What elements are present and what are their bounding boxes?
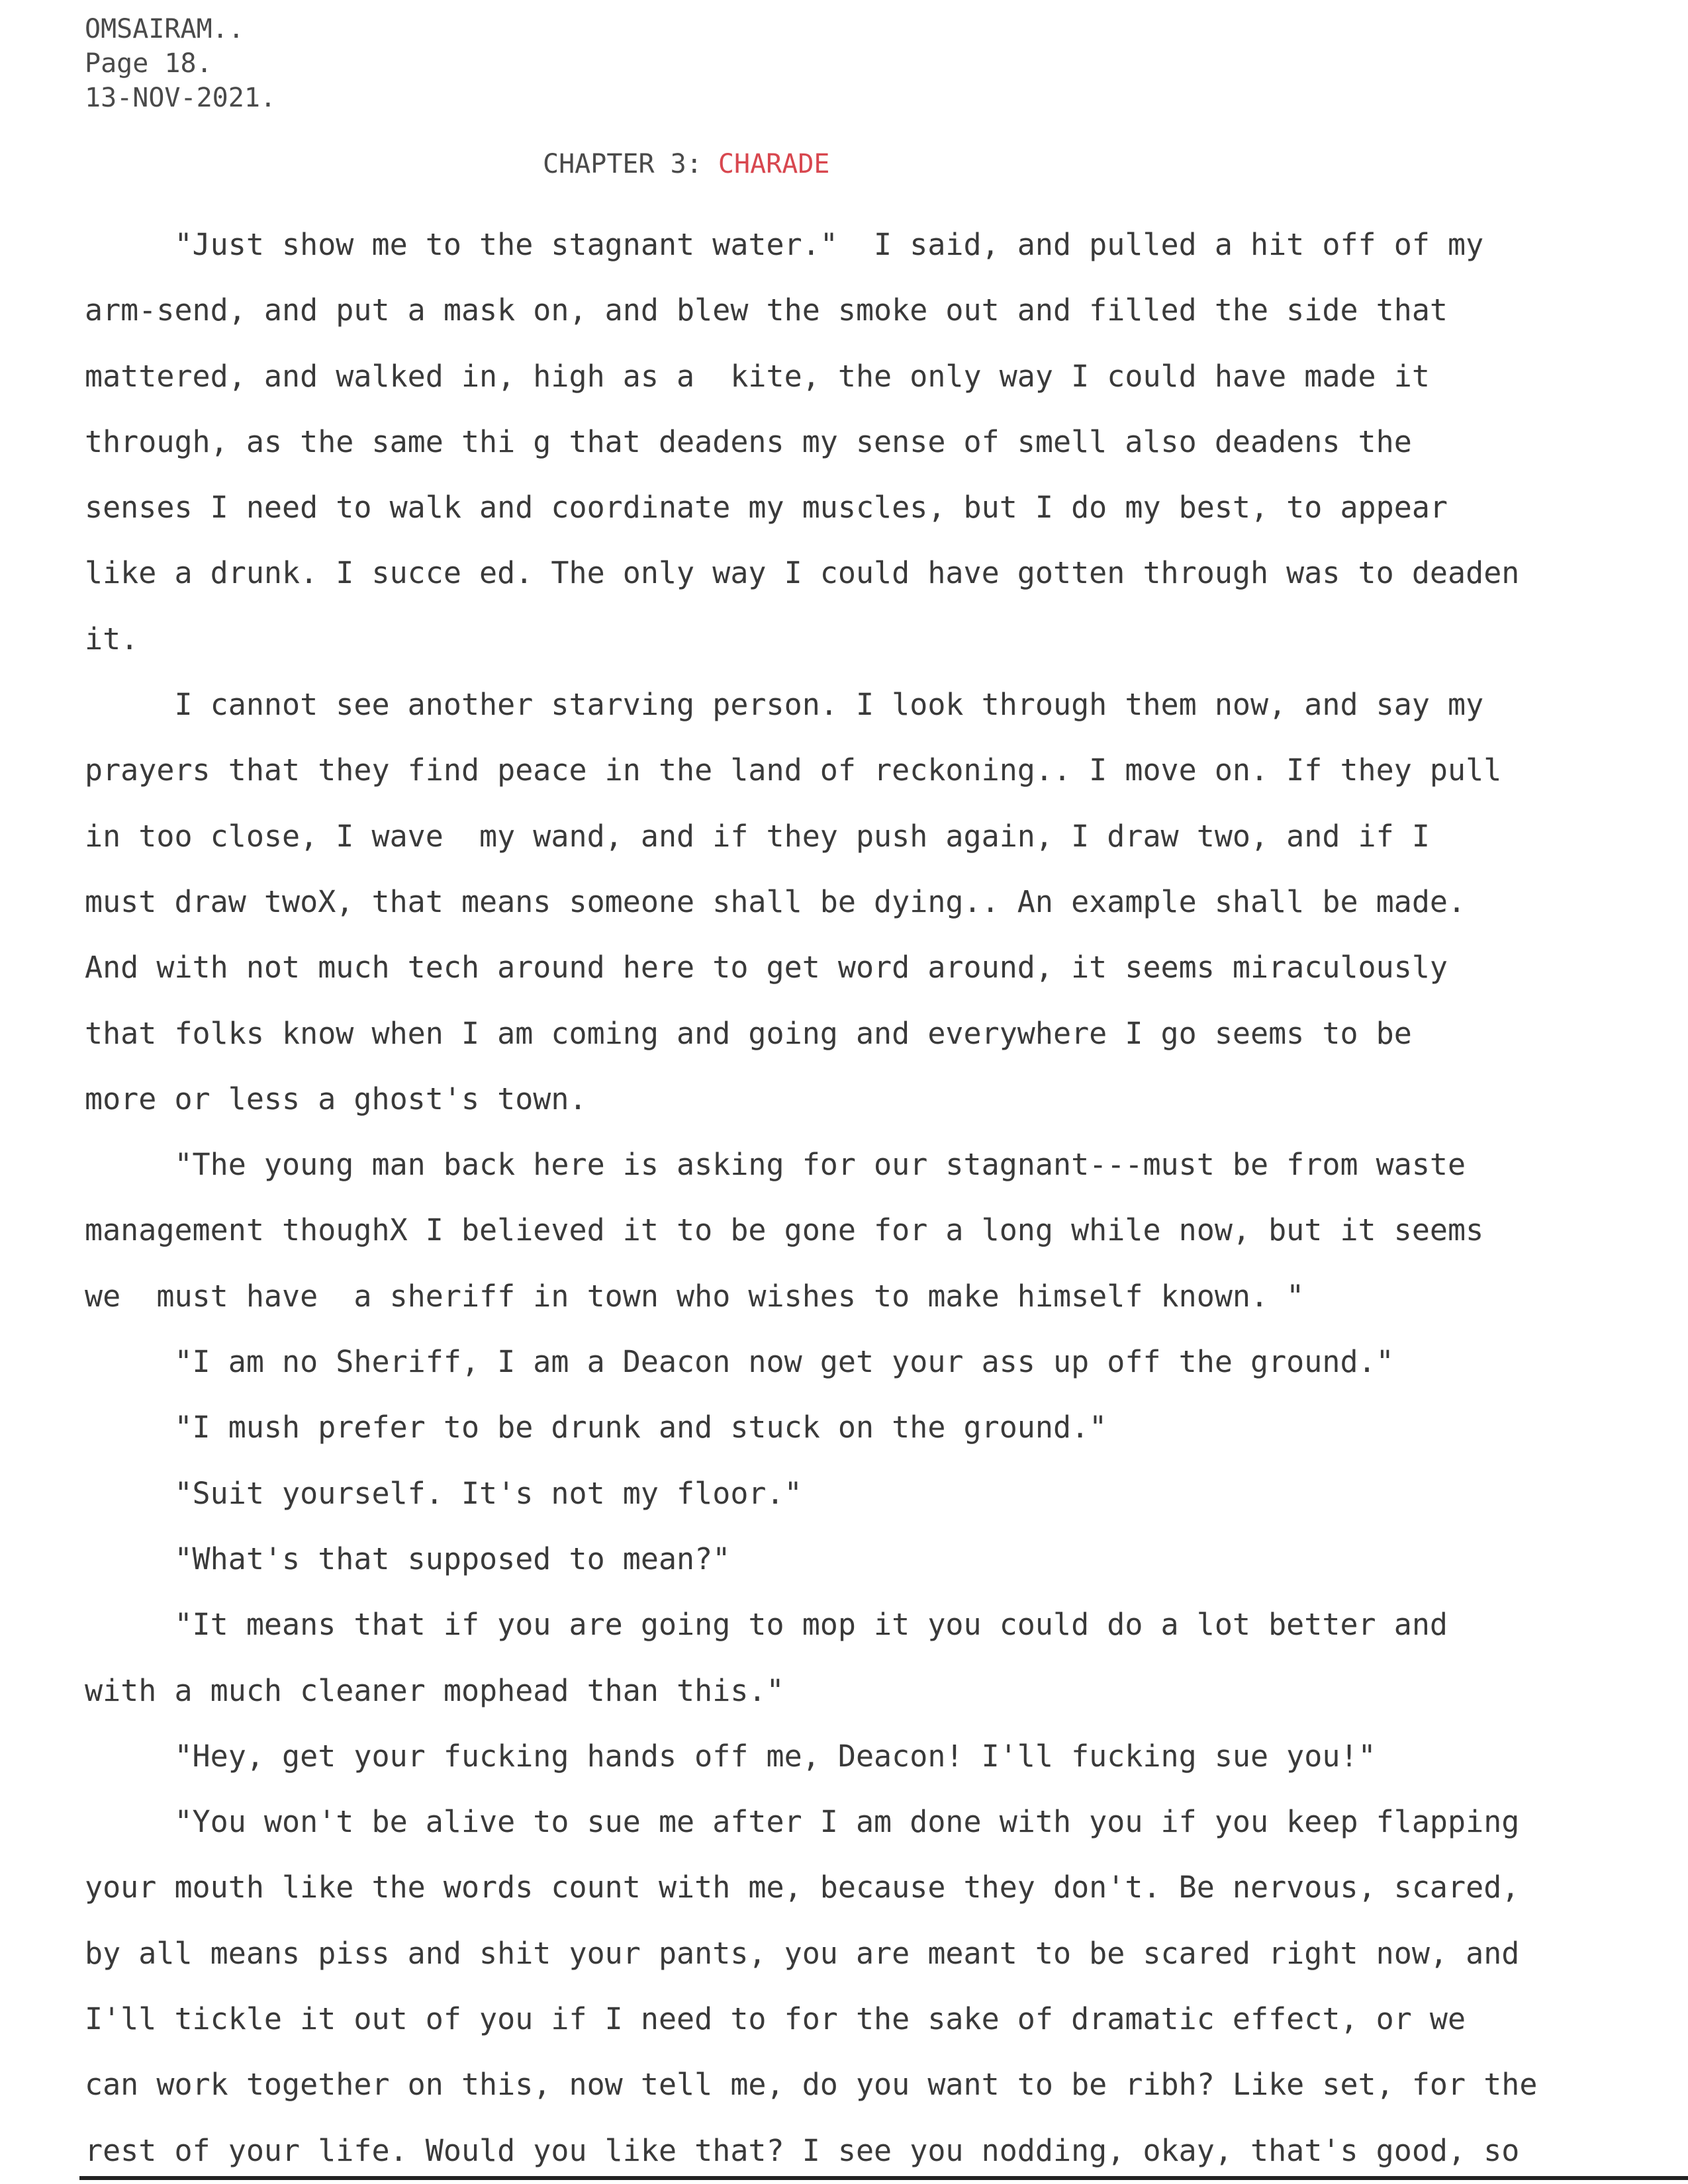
text-line: by all means piss and shit your pants, you are meant to be scared right now, and <box>85 1935 1520 1971</box>
text-line: it. <box>85 621 139 657</box>
text-line: arm-send, and put a mask on, and blew the smoke out and filled the side that <box>85 293 1448 328</box>
text-line: must draw twoX, that means someone shall be dying.. An example shall be made. <box>85 884 1466 919</box>
chapter-label: CHAPTER 3: <box>543 149 702 179</box>
chapter-heading <box>543 147 830 181</box>
text-line: "Just show me to the stagnant water." I said, and pulled a hit off of my <box>85 227 1484 262</box>
text-line: we must have a sheriff in town who wishes to make himself known. " <box>85 1278 1305 1314</box>
text-line: "You won't be alive to sue me after I am done with you if you keep flapping <box>85 1804 1520 1840</box>
page-header <box>85 12 276 115</box>
text-line: "Hey, get your fucking hands off me, Deacon! I'll fucking sue you!" <box>85 1738 1376 1774</box>
text-line: with a much cleaner mophead than this." <box>85 1672 784 1708</box>
text-line: "I am no Sheriff, I am a Deacon now get your ass up off the ground." <box>85 1344 1394 1380</box>
text-line: "The young man back here is asking for our stagnant---must be from waste <box>85 1147 1466 1183</box>
body-text <box>85 212 1680 2183</box>
text-line: your mouth like the words count with me, because they don't. Be nervous, scared, <box>85 1870 1520 1905</box>
chapter-title: CHARADE <box>718 149 830 179</box>
text-line: I'll tickle it out of you if I need to for the sake of dramatic effect, or we <box>85 2001 1466 2037</box>
text-line: "Suit yourself. It's not my floor." <box>85 1475 802 1511</box>
text-line: more or less a ghost's town. <box>85 1081 587 1116</box>
text-line: management thoughX I believed it to be gone for a long while now, but it seems <box>85 1212 1484 1248</box>
text-line: senses I need to walk and coordinate my muscles, but I do my best, to appear <box>85 490 1448 525</box>
text-line: rest of your life. Would you like that? I see you nodding, okay, that's good, so <box>85 2132 1520 2168</box>
text-line: in too close, I wave my wand, and if they push again, I draw two, and if I <box>85 818 1430 854</box>
date: 13-NOV-2021. <box>85 83 276 113</box>
page-number: Page 18. <box>85 48 212 79</box>
text-line: "What's that supposed to mean?" <box>85 1541 731 1576</box>
text-line: "It means that if you are going to mop it you could do a lot better and <box>85 1607 1448 1643</box>
header-line: OMSAIRAM.. <box>85 14 244 44</box>
text-line: "I mush prefer to be drunk and stuck on the ground." <box>85 1410 1107 1445</box>
text-line: that folks know when I am coming and going and everywhere I go seems to be <box>85 1015 1412 1051</box>
text-line: can work together on this, now tell me, do you want to be ribh? Like set, for the <box>85 2067 1538 2103</box>
text-line: I cannot see another starving person. I look through them now, and say my <box>85 687 1484 723</box>
text-line: mattered, and walked in, high as a kite, the only way I could have made it <box>85 358 1430 394</box>
text-line: like a drunk. I succe ed. The only way I could have gotten through was to deaden <box>85 555 1520 591</box>
text-line: through, as the same thi g that deadens my sense of smell also deadens the <box>85 424 1412 459</box>
bottom-edge-rule <box>79 2176 1688 2180</box>
text-line: prayers that they find peace in the land of reckoning.. I move on. If they pull <box>85 752 1502 788</box>
text-line: And with not much tech around here to get word around, it seems miraculously <box>85 950 1448 985</box>
